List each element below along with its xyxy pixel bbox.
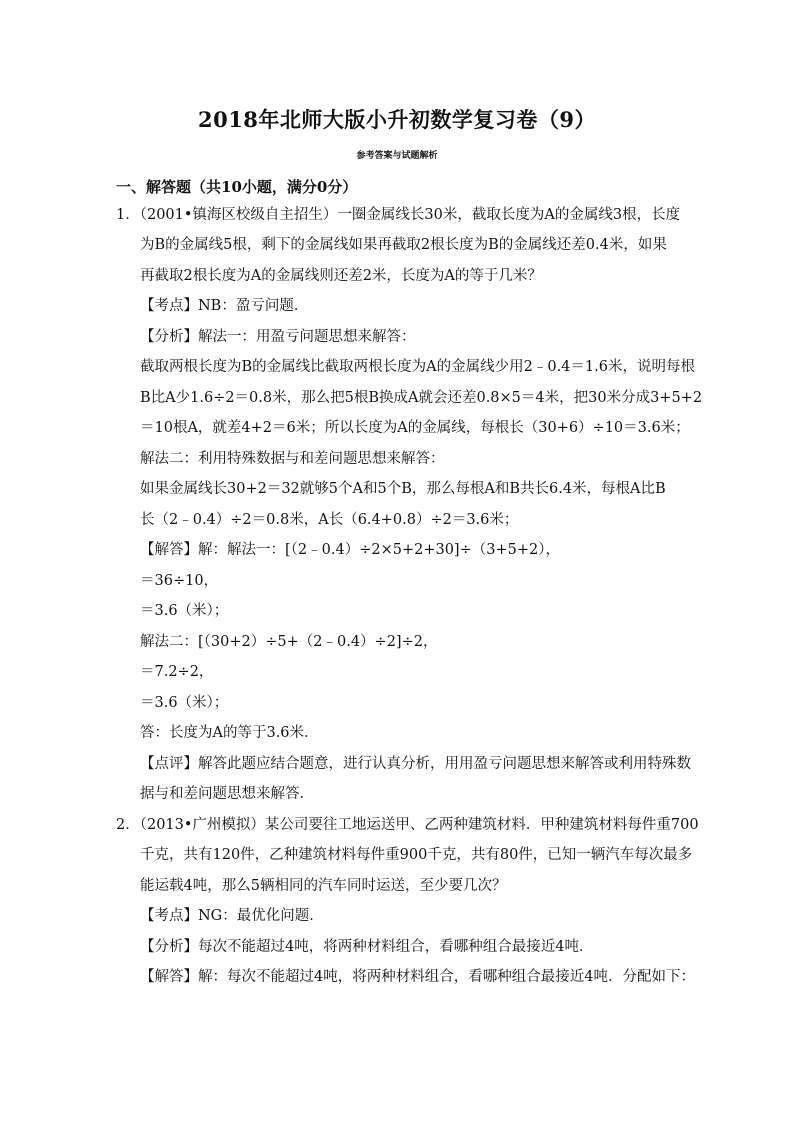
q1-solution-heading: 【解答】解：解法一：[（2﹣0.4）÷2×5+2+30]÷（3+5+2），: [140, 542, 560, 558]
q1-solution-step-1: ＝36÷10，: [140, 573, 219, 589]
q1-analysis-heading: 【分析】解法一：用盈亏问题思想来解答：: [140, 329, 416, 345]
q1-analysis-line-2: B比A少1.6÷2＝0.8米，那么把5根B换成A就会还差0.8×5＝4米，把30米分成3+5+2: [140, 390, 703, 406]
section-heading: 一、解答题（共10小题，满分0分）: [116, 178, 358, 196]
q2-solution: 【解答】解：每次不能超过4吨，将两种材料组合，看哪种组合最接近4吨．分配如下：: [140, 969, 695, 985]
q1-comment-line-2: 据与和差问题思想来解答．: [140, 786, 314, 802]
q1-analysis-line-4: 如果金属线长30+2＝32就够5个A和5个B，那么每根A和B共长6.4米，每根A比B: [140, 481, 666, 497]
q1-line-1: 1．（2001•镇海区校级自主招生）一圈金属线长30米，截取长度为A的金属线3根，长度: [116, 207, 681, 223]
q2-point: 【考点】NG：最优化问题．: [140, 908, 324, 924]
document-subtitle: 参考答案与试题解析: [356, 151, 438, 161]
q1-point: 【考点】NB：盈亏问题．: [140, 298, 309, 314]
q1-analysis-line-3: ＝10根A，就差4+2＝6米；所以长度为A的金属线，每根长（30+6）÷10＝3.6米；: [140, 420, 690, 436]
document-title: 2018年北师大版小升初数学复习卷（9）: [197, 107, 597, 132]
q2-line-1: 2．（2013•广州模拟）某公司要往工地运送甲、乙两种建筑材料．甲种建筑材料每件重700: [116, 817, 699, 833]
q1-comment-line-1: 【点评】解答此题应结合题意，进行认真分析，用用盈亏问题思想来解答或利用特殊数: [140, 756, 691, 772]
q1-solution-method-2: 解法二：[（30+2）÷5+（2﹣0.4）÷2]÷2，: [140, 634, 438, 650]
q2-line-3: 能运载4吨，那么5辆相同的汽车同时运送，至少要几次？: [140, 878, 507, 894]
q1-line-2: 为B的金属线5根，剩下的金属线如果再截取2根长度为B的金属线还差0.4米，如果: [140, 237, 667, 253]
q1-answer: 答：长度为A的等于3.6米．: [140, 725, 319, 741]
q1-solution-step-4: ＝3.6（米）；: [140, 695, 229, 711]
q1-analysis-method-2: 解法二：利用特殊数据与和差问题思想来解答：: [140, 451, 445, 467]
q1-analysis-line-1: 截取两根长度为B的金属线比截取两根长度为A的金属线少用2﹣0.4＝1.6米，说明每根: [140, 359, 695, 375]
q1-solution-step-3: ＝7.2÷2，: [140, 664, 214, 680]
q1-solution-step-2: ＝3.6（米）；: [140, 603, 229, 619]
q1-analysis-line-5: 长（2﹣0.4）÷2＝0.8米，A长（6.4+0.8）÷2＝3.6米；: [140, 512, 519, 528]
q2-line-2: 千克，共有120件，乙种建筑材料每件重900千克，共有80件，已知一辆汽车每次最多: [140, 847, 693, 863]
q2-analysis: 【分析】每次不能超过4吨，将两种材料组合，看哪种组合最接近4吨．: [140, 939, 594, 955]
q1-line-3: 再截取2根长度为A的金属线则还差2米，长度为A的等于几米？: [140, 268, 542, 284]
